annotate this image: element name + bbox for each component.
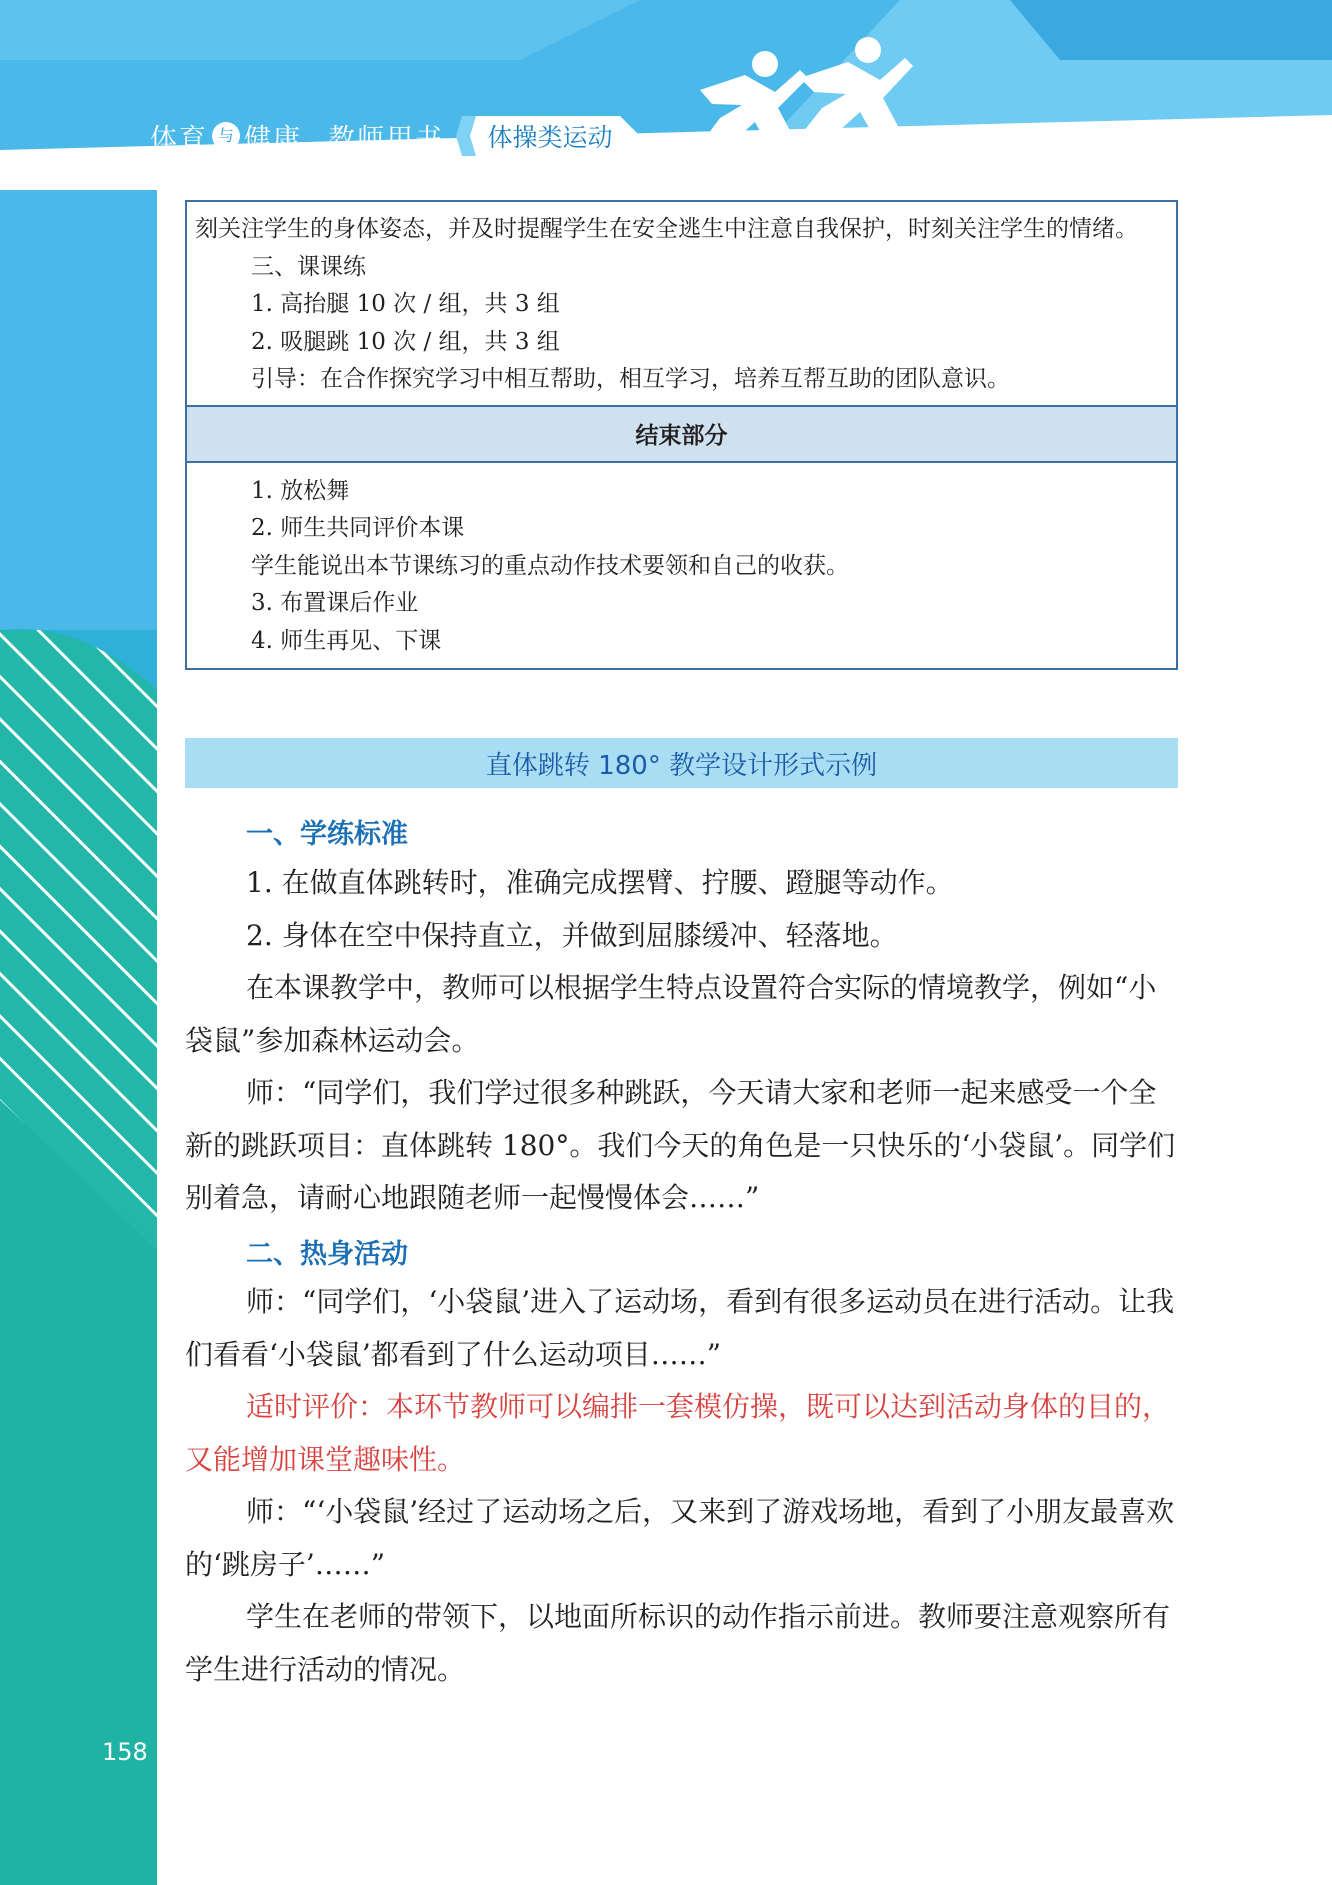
- table-line: 1. 放松舞: [251, 477, 350, 504]
- table-end-header: 结束部分: [187, 405, 1176, 461]
- teacher-dialogue: 师：“同学们，我们学过很多种跳跃，今天请大家和老师一起来感受一个全新的跳跃项目：直体跳转 180°。我们今天的角色是一只快乐的‘小袋鼠’。同学们别着急，请耐心地跟随老师一起慢慢体会……”: [185, 1076, 1176, 1214]
- section-heading-standards: 一、学练标准: [246, 819, 408, 850]
- page-header: [0, 0, 1332, 190]
- title-part2: 健康: [244, 123, 302, 155]
- table-cell-ending: [187, 461, 1176, 669]
- paragraph: 2. 身体在空中保持直立，并做到屈膝缓冲、轻落地。: [246, 919, 898, 952]
- table-line: 1. 高抬腿 10 次 / 组，共 3 组: [251, 291, 560, 317]
- book-title: [150, 116, 444, 156]
- table-line: 引导：在合作探究学习中相互帮助，相互学习，培养互帮互助的团队意识。: [251, 366, 1010, 392]
- title-part1: 体育: [150, 123, 208, 155]
- table-line: 2. 师生共同评价本课: [251, 515, 465, 541]
- section-banner: 直体跳转 180° 教学设计形式示例: [185, 738, 1178, 788]
- table-line: 4. 师生再见、下课: [251, 627, 442, 654]
- paragraph: 在本课教学中，教师可以根据学生特点设置符合实际的情境教学，例如“小袋鼠”参加森林运动会。: [185, 971, 1157, 1057]
- page-number: 158: [102, 1738, 148, 1766]
- table-cell-practice: [187, 202, 1176, 405]
- teacher-dialogue: 师：“‘小袋鼠’经过了运动场之后，又来到了游戏场地，看到了小朋友最喜欢的‘跳房子’……”: [185, 1495, 1175, 1581]
- teacher-dialogue: 师：“同学们，‘小袋鼠’进入了运动场，看到有很多运动员在进行活动。让我们看看‘小袋鼠’都看到了什么运动项目……”: [185, 1285, 1175, 1371]
- chapter-tag: 体操类运动: [487, 123, 613, 152]
- evaluation-note: 适时评价：本环节教师可以编排一套模仿操，既可以达到活动身体的目的，又能增加课堂趣味性。: [185, 1390, 1171, 1476]
- paragraph: 1. 在做直体跳转时，准确完成摆臂、拧腰、蹬腿等动作。: [246, 866, 954, 899]
- table-line: 3. 布置课后作业: [251, 590, 419, 616]
- table-intro-text: 刻关注学生的身体姿态，并及时提醒学生在安全逃生中注意自我保护，时刻关注学生的情绪。: [195, 216, 1138, 242]
- left-decorative-strip: [0, 0, 157, 1885]
- table-line: 2. 吸腿跳 10 次 / 组，共 3 组: [251, 328, 560, 355]
- section-heading-warmup: 二、热身活动: [246, 1239, 408, 1270]
- title-yu-badge: 与: [212, 122, 240, 150]
- table-line: 三、课课练: [251, 253, 366, 280]
- table-line: 学生能说出本节课练习的重点动作技术要领和自己的收获。: [251, 552, 849, 579]
- lesson-table: [185, 200, 1178, 670]
- paragraph: 学生在老师的带领下，以地面所标识的动作指示前进。教师要注意观察所有学生进行活动的情况。: [185, 1600, 1171, 1686]
- title-part3: 教师用书: [328, 123, 444, 155]
